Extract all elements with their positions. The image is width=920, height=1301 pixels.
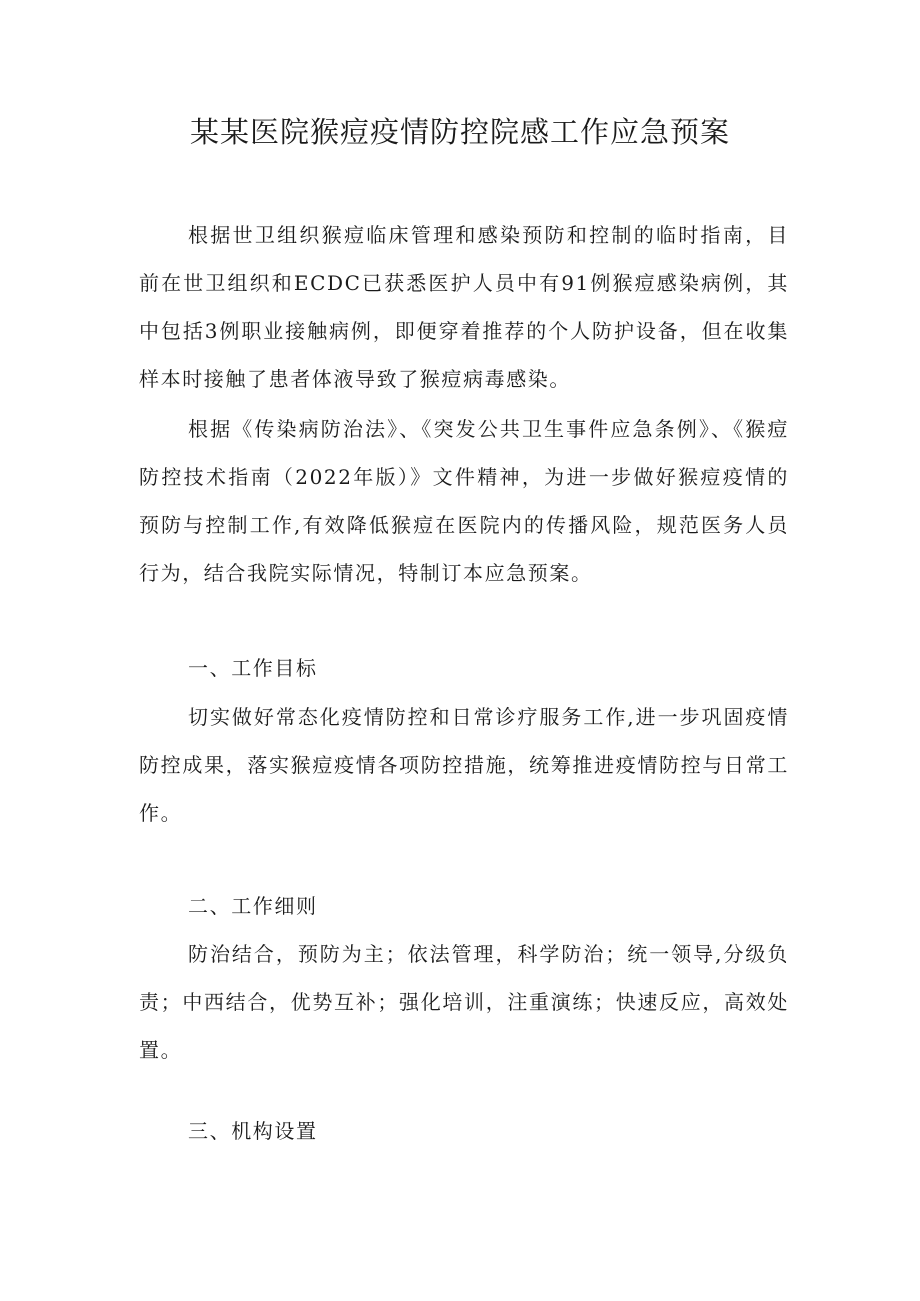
intro-paragraph-2: 根据《传染病防治法》、《突发公共卫生事件应急条例》、《猴痘防控技术指南（2022年版）》文件精神，为进一步做好猴痘疫情的预防与控制工作,有效降低猴痘在医院内的传播风险，规范医务人员行为，结合我院实际情况，特制订本应急预案。: [139, 417, 789, 585]
section-heading-organization: 三、机构设置: [188, 1119, 318, 1143]
intro-paragraph-1: 根据世卫组织猴痘临床管理和感染预防和控制的临时指南，目前在世卫组织和ECDC已获悉医护人员中有91例猴痘感染病例，其中包括3例职业接触病例，即便穿着推荐的个人防护设备，但在收集样本时接触了患者体液导致了猴痘病毒感染。: [139, 223, 789, 391]
document-title: 某某医院猴痘疫情防控院感工作应急预案: [189, 115, 730, 149]
section-heading-work-goal: 一、工作目标: [188, 656, 318, 680]
section-heading-work-rules: 二、工作细则: [188, 894, 318, 918]
work-goal-paragraph: 切实做好常态化疫情防控和日常诊疗服务工作,进一步巩固疫情防控成果，落实猴痘疫情各项防控措施，统筹推进疫情防控与日常工作。: [139, 705, 789, 825]
work-rules-paragraph: 防治结合，预防为主；依法管理，科学防治；统一领导,分级负责；中西结合，优势互补；强化培训，注重演练；快速反应，高效处置。: [139, 942, 789, 1062]
